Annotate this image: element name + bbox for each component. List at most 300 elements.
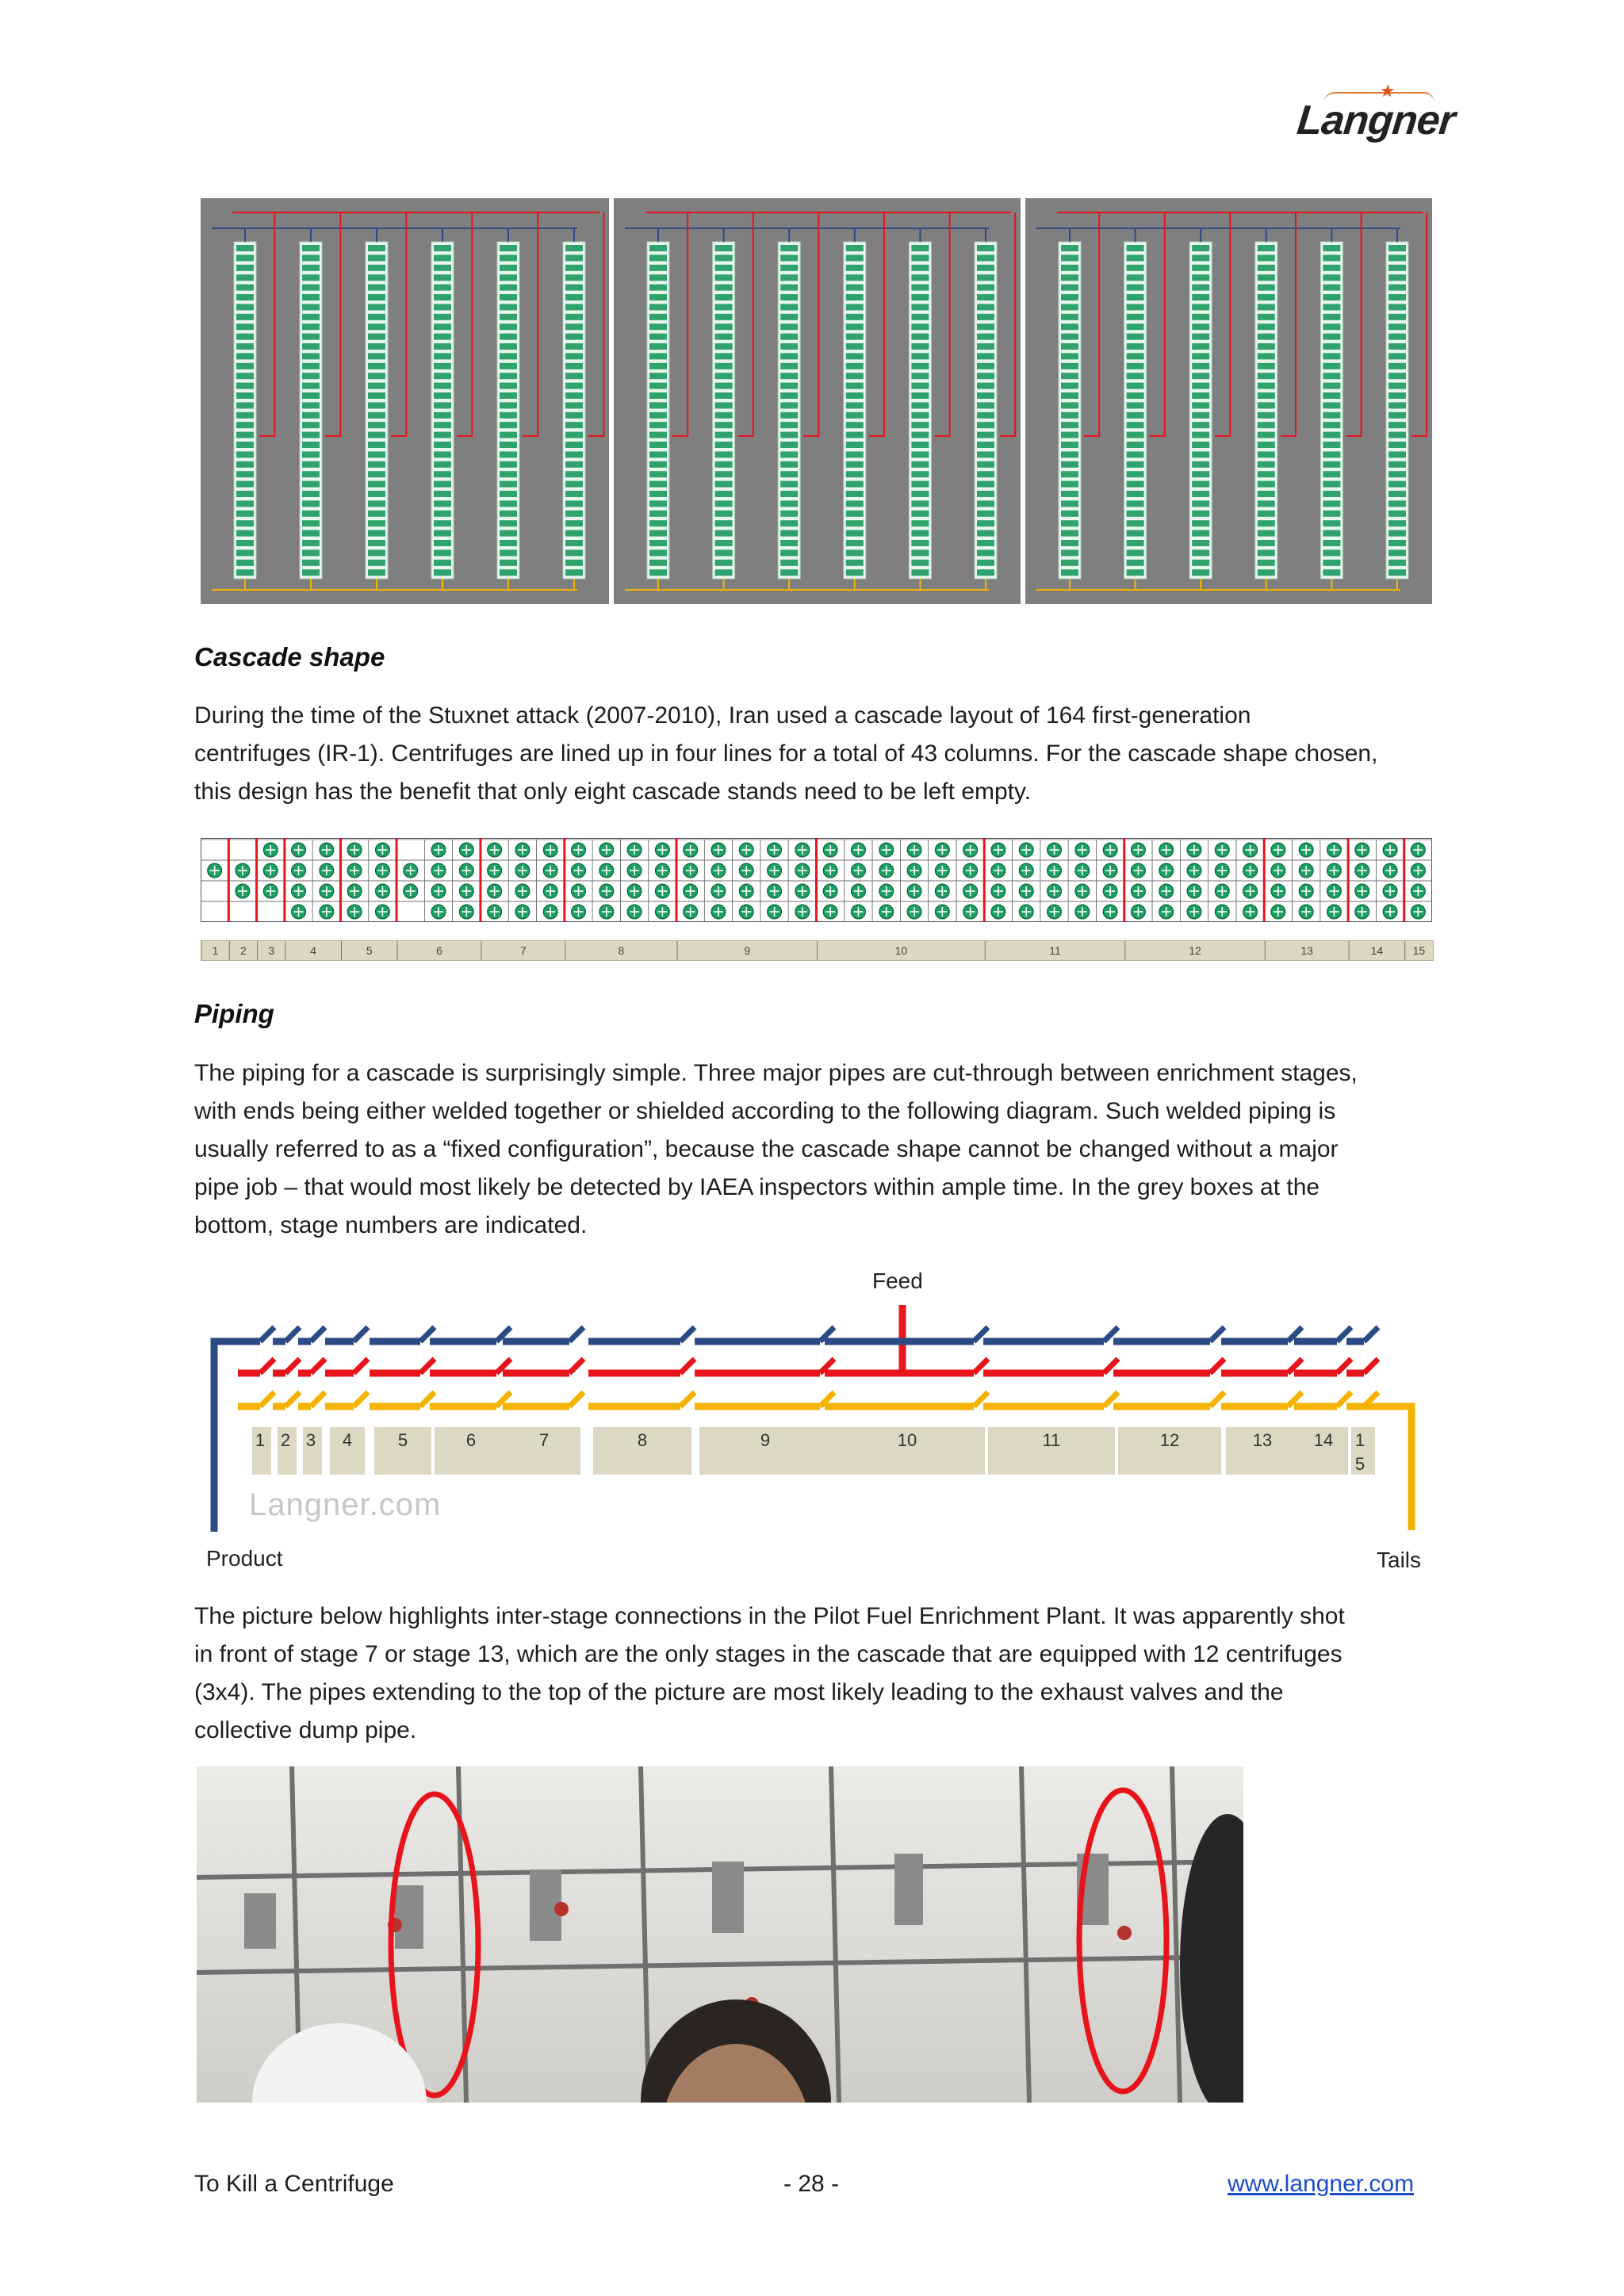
centrifuge-cell <box>1127 560 1144 566</box>
centrifuge-cell <box>1192 412 1209 419</box>
centrifuge-cell <box>846 451 864 457</box>
centrifuge-cell <box>1192 511 1209 517</box>
centrifuge-cell <box>1388 285 1406 291</box>
centrifuge-cell <box>1127 285 1144 291</box>
centrifuge-cell <box>1388 343 1406 350</box>
centrifuge-cell <box>846 392 864 399</box>
centrifuge-cell <box>780 491 798 497</box>
centrifuge-cell <box>500 520 517 526</box>
centrifuge-cell <box>236 373 254 379</box>
centrifuge-cell <box>649 285 667 291</box>
centrifuge-cell <box>302 491 320 497</box>
centrifuge-cell <box>649 422 667 428</box>
centrifuge-cell <box>715 373 733 379</box>
centrifuge-cell <box>977 569 994 576</box>
centrifuge-cell <box>1323 540 1340 546</box>
centrifuge-cell <box>649 363 667 369</box>
centrifuge-cell <box>1323 245 1340 251</box>
centrifuge-cell <box>368 432 385 438</box>
centrifuge-column <box>366 212 406 590</box>
centrifuge-cell <box>1323 363 1340 369</box>
centrifuge-cell <box>565 412 583 419</box>
diagram-stage-label: 10 <box>897 1430 917 1450</box>
red-return-pipe <box>803 212 818 436</box>
paragraph-line: The piping for a cascade is surprisingly simple. Three major pipes are cut-through between enrichment stages, <box>194 1060 1358 1086</box>
centrifuge-cell <box>1388 254 1406 261</box>
centrifuge-cell <box>236 274 254 281</box>
centrifuge-cell <box>977 265 994 271</box>
centrifuge-cell <box>649 245 667 251</box>
centrifuge-cell <box>649 471 667 477</box>
centrifuge-cell <box>977 461 994 468</box>
centrifuge-cell <box>1192 402 1209 408</box>
centrifuge-cell <box>368 442 385 448</box>
centrifuge-cell <box>434 383 451 389</box>
centrifuge-cell <box>434 294 451 300</box>
centrifuge-cell <box>1192 343 1209 350</box>
centrifuge-cell <box>368 412 385 419</box>
centrifuge-cell <box>302 254 320 261</box>
centrifuge-cell <box>434 451 451 457</box>
footer-website-link[interactable]: www.langner.com <box>1228 2171 1415 2197</box>
column-body <box>1255 242 1277 579</box>
centrifuge-cell <box>1258 363 1275 369</box>
centrifuge-cell <box>1258 323 1275 330</box>
centrifuge-cell <box>565 569 583 576</box>
centrifuge-cell <box>434 343 451 350</box>
centrifuge-cell <box>302 274 320 281</box>
yellow-pipe-joint <box>680 1392 695 1406</box>
centrifuge-cell <box>236 254 254 261</box>
centrifuge-cell <box>434 461 451 468</box>
centrifuge-cell <box>565 285 583 291</box>
centrifuge-cell <box>715 254 733 261</box>
centrifuge-cell <box>780 540 798 546</box>
centrifuge-cell <box>500 392 517 399</box>
centrifuge-cell <box>302 461 320 468</box>
product-label: Product <box>206 1546 283 1571</box>
centrifuge-column <box>713 212 753 590</box>
centrifuge-cell <box>302 412 320 419</box>
column-body <box>1124 242 1147 579</box>
centrifuge-cell <box>1388 412 1406 419</box>
red-return-pipe <box>672 212 688 436</box>
diagram-stage-label: 13 <box>1252 1430 1273 1450</box>
centrifuge-cell <box>715 265 733 271</box>
centrifuge-cell <box>1323 383 1340 389</box>
centrifuge-cell <box>780 500 798 507</box>
centrifuge-cell <box>1127 392 1144 399</box>
centrifuge-cell <box>780 560 798 566</box>
centrifuge-cell <box>1388 245 1406 251</box>
centrifuge-cell <box>1127 442 1144 448</box>
centrifuge-cell <box>302 569 320 576</box>
centrifuge-cell <box>1258 560 1275 566</box>
centrifuge-cell <box>1388 442 1406 448</box>
centrifuge-cell <box>1061 432 1078 438</box>
centrifuge-cell <box>500 442 517 448</box>
centrifuge-cell <box>977 500 994 507</box>
centrifuge-cell <box>846 530 864 537</box>
centrifuge-cell <box>715 323 733 330</box>
centrifuge-cell <box>236 383 254 389</box>
centrifuge-cell <box>236 491 254 497</box>
centrifuge-cell <box>565 491 583 497</box>
centrifuge-cell <box>500 560 517 566</box>
column-body <box>713 242 735 579</box>
yellow-pipe-joint <box>569 1392 584 1406</box>
centrifuge-cell <box>846 373 864 379</box>
centrifuge-cell <box>368 511 385 517</box>
centrifuge-cell <box>780 285 798 291</box>
centrifuge-cell <box>500 481 517 488</box>
diagram-stage-label: 4 <box>342 1430 353 1450</box>
footer-page-number: - 28 - <box>783 2171 840 2197</box>
centrifuge-cell <box>780 383 798 389</box>
centrifuge-cell <box>1127 432 1144 438</box>
centrifuge-cell <box>715 560 733 566</box>
centrifuge-cell <box>565 500 583 507</box>
yellow-pipe-joint <box>311 1392 325 1406</box>
centrifuge-cell <box>236 511 254 517</box>
centrifuge-cell <box>1323 511 1340 517</box>
centrifuge-cell <box>715 304 733 310</box>
centrifuge-cell <box>649 323 667 330</box>
column-body <box>1189 242 1212 579</box>
centrifuge-cell <box>977 540 994 546</box>
centrifuge-cell <box>1061 560 1078 566</box>
centrifuge-cell <box>715 294 733 300</box>
diagram-stage-label: 1 <box>255 1430 266 1450</box>
centrifuge-cell <box>1258 314 1275 320</box>
centrifuge-cell <box>715 383 733 389</box>
stage-bar-label: 5 <box>366 944 373 957</box>
centrifuge-cell <box>1258 540 1275 546</box>
centrifuge-cell <box>1258 491 1275 497</box>
centrifuge-cell <box>649 412 667 419</box>
centrifuge-cell <box>434 323 451 330</box>
centrifuge-cell <box>236 569 254 576</box>
red-return-pipe <box>325 212 340 436</box>
centrifuge-cell <box>500 285 517 291</box>
centrifuge-cell <box>1061 392 1078 399</box>
centrifuge-cell <box>368 461 385 468</box>
centrifuge-cell <box>846 245 864 251</box>
centrifuge-cell <box>1061 511 1078 517</box>
centrifuge-cell <box>649 343 667 350</box>
centrifuge-column <box>1386 212 1427 590</box>
centrifuge-cell <box>977 274 994 281</box>
centrifuge-cell <box>715 245 733 251</box>
centrifuge-cell <box>1192 500 1209 507</box>
centrifuge-cell <box>846 491 864 497</box>
centrifuge-cell <box>368 294 385 300</box>
centrifuge-cell <box>977 304 994 310</box>
centrifuge-cell <box>649 530 667 537</box>
centrifuge-cell <box>1258 422 1275 428</box>
centrifuge-cell <box>434 511 451 517</box>
diagram-stage-label: 11 <box>1042 1430 1061 1450</box>
centrifuge-cell <box>715 471 733 477</box>
centrifuge-cell <box>565 481 583 488</box>
centrifuge-column <box>778 212 818 590</box>
column-body <box>300 242 322 579</box>
centrifuge-cell <box>1323 334 1340 340</box>
centrifuge-cell <box>1061 402 1078 408</box>
centrifuge-cell <box>911 383 929 389</box>
centrifuge-cell <box>1127 549 1144 556</box>
centrifuge-cell <box>1192 549 1209 556</box>
centrifuge-cell <box>715 274 733 281</box>
column-body <box>975 242 997 579</box>
centrifuge-cell <box>1323 285 1340 291</box>
centrifuge-cell <box>1061 500 1078 507</box>
centrifuge-cell <box>977 560 994 566</box>
centrifuge-cell <box>565 304 583 310</box>
yellow-pipe-joint <box>354 1392 368 1406</box>
centrifuge-cell <box>1388 314 1406 320</box>
centrifuge-cell <box>236 471 254 477</box>
diagram-stage-label: 9 <box>760 1430 771 1450</box>
centrifuge-cell <box>236 245 254 251</box>
stage-bar-label: 2 <box>240 944 247 957</box>
centrifuge-cell <box>565 383 583 389</box>
centrifuge-cell <box>780 511 798 517</box>
centrifuge-cell <box>715 511 733 517</box>
diagram-stage-label: 14 <box>1313 1430 1334 1450</box>
centrifuge-cell <box>500 461 517 468</box>
centrifuge-cell <box>846 334 864 340</box>
centrifuge-cell <box>911 245 929 251</box>
centrifuge-cell <box>1388 274 1406 281</box>
logo-star-icon: ★ <box>1378 81 1396 101</box>
centrifuge-cell <box>715 422 733 428</box>
centrifuge-cell <box>434 314 451 320</box>
centrifuge-cell <box>1127 402 1144 408</box>
centrifuge-cell <box>1127 569 1144 576</box>
centrifuge-cell <box>1388 520 1406 526</box>
cascade-panel-3 <box>1025 198 1432 604</box>
diagram-stage-label: 7 <box>538 1430 550 1450</box>
centrifuge-cell <box>1061 314 1078 320</box>
paragraph-line: During the time of the Stuxnet attack (2007-2010), Iran used a cascade layout of 164 first-generation <box>194 702 1251 729</box>
centrifuge-cell <box>1323 569 1340 576</box>
centrifuge-cell <box>565 254 583 261</box>
centrifuge-cell <box>846 265 864 271</box>
centrifuge-cell <box>977 422 994 428</box>
centrifuge-cell <box>368 285 385 291</box>
centrifuge-cell <box>236 442 254 448</box>
centrifuge-cell <box>302 549 320 556</box>
centrifuge-cell <box>368 265 385 271</box>
centrifuge-cell <box>1061 373 1078 379</box>
centrifuge-cell <box>649 383 667 389</box>
centrifuge-cell <box>1127 511 1144 517</box>
centrifuge-cell <box>236 481 254 488</box>
centrifuge-cell <box>1323 392 1340 399</box>
centrifuge-cell <box>434 334 451 340</box>
centrifuge-grid <box>201 838 1432 922</box>
stage-bar-label: 3 <box>268 944 275 957</box>
centrifuge-cell <box>236 412 254 419</box>
centrifuge-cell <box>911 530 929 537</box>
centrifuge-cell <box>1192 422 1209 428</box>
centrifuge-cell <box>236 432 254 438</box>
column-body <box>647 242 669 579</box>
centrifuge-cell <box>715 334 733 340</box>
centrifuge-cell <box>434 540 451 546</box>
centrifuge-cell <box>1192 323 1209 330</box>
centrifuge-cell <box>1192 294 1209 300</box>
centrifuge-cell <box>715 520 733 526</box>
centrifuge-cell <box>565 265 583 271</box>
centrifuge-cell <box>434 432 451 438</box>
centrifuge-cell <box>780 274 798 281</box>
centrifuge-cell <box>1388 511 1406 517</box>
centrifuge-cell <box>434 254 451 261</box>
centrifuge-cell <box>236 353 254 359</box>
centrifuge-cell <box>302 304 320 310</box>
centrifuge-cell <box>1192 383 1209 389</box>
centrifuge-cell <box>368 481 385 488</box>
centrifuge-cell <box>302 520 320 526</box>
centrifuge-cell <box>911 461 929 468</box>
centrifuge-cell <box>565 323 583 330</box>
centrifuge-cell <box>1323 491 1340 497</box>
centrifuge-cell <box>1127 363 1144 369</box>
centrifuge-cell <box>302 285 320 291</box>
centrifuge-cell <box>500 432 517 438</box>
centrifuge-cell <box>368 314 385 320</box>
cascade-panel-svg <box>201 198 609 604</box>
grid-stage-bar-svg <box>201 941 1433 960</box>
centrifuge-cell <box>846 314 864 320</box>
centrifuge-cell <box>1388 481 1406 488</box>
centrifuge-cell <box>911 353 929 359</box>
centrifuge-cell <box>846 353 864 359</box>
centrifuge-cell <box>911 402 929 408</box>
centrifuge-cell <box>1192 540 1209 546</box>
centrifuge-cell <box>1192 491 1209 497</box>
centrifuge-cell <box>565 442 583 448</box>
centrifuge-cell <box>1388 491 1406 497</box>
centrifuge-cell <box>715 451 733 457</box>
centrifuge-cell <box>977 343 994 350</box>
centrifuge-cell <box>434 471 451 477</box>
centrifuge-cell <box>500 471 517 477</box>
paragraph-line: with ends being either welded together or shielded according to the following diagram. Such welded piping is <box>194 1098 1336 1124</box>
centrifuge-cell <box>236 363 254 369</box>
centrifuge-cell <box>500 353 517 359</box>
centrifuge-column <box>647 212 688 590</box>
red-return-pipe <box>738 212 753 436</box>
centrifuge-cell <box>302 353 320 359</box>
centrifuge-cell <box>565 461 583 468</box>
centrifuge-cell <box>1192 254 1209 261</box>
paragraph-line: this design has the benefit that only eight cascade stands need to be left empty. <box>194 779 1032 805</box>
centrifuge-cell <box>434 560 451 566</box>
centrifuge-cell <box>1061 363 1078 369</box>
centrifuge-cell <box>1127 373 1144 379</box>
centrifuge-cell <box>565 363 583 369</box>
langner-logo: ★ Langner <box>1294 81 1457 144</box>
centrifuge-cell <box>1323 451 1340 457</box>
centrifuge-cell <box>1127 540 1144 546</box>
centrifuge-cell <box>846 343 864 350</box>
centrifuge-cell <box>1388 402 1406 408</box>
centrifuge-cell <box>500 549 517 556</box>
centrifuge-cell <box>715 363 733 369</box>
centrifuge-cell <box>368 422 385 428</box>
centrifuge-cell <box>500 540 517 546</box>
red-return-pipe <box>391 212 406 436</box>
red-pipe-joint <box>680 1359 695 1373</box>
centrifuge-cell <box>846 432 864 438</box>
paragraph-line: bottom, stage numbers are indicated. <box>194 1212 588 1238</box>
centrifuge-cell <box>715 402 733 408</box>
centrifuge-cell <box>1192 451 1209 457</box>
centrifuge-cell <box>780 481 798 488</box>
centrifuge-cell <box>302 530 320 537</box>
centrifuge-cell <box>1323 461 1340 468</box>
centrifuge-cell <box>434 569 451 576</box>
centrifuge-cell <box>911 422 929 428</box>
cascade-shape-heading: Cascade shape <box>194 642 385 672</box>
centrifuge-cell <box>1323 422 1340 428</box>
centrifuge-cell <box>1192 274 1209 281</box>
centrifuge-cell <box>649 520 667 526</box>
centrifuge-cell <box>368 274 385 281</box>
centrifuge-cell <box>911 442 929 448</box>
centrifuge-cell <box>977 373 994 379</box>
centrifuge-cell <box>846 363 864 369</box>
centrifuge-cell <box>1127 530 1144 537</box>
centrifuge-cell <box>977 451 994 457</box>
centrifuge-cell <box>977 491 994 497</box>
centrifuge-cell <box>1127 412 1144 419</box>
centrifuge-cell <box>1127 274 1144 281</box>
centrifuge-cell <box>236 392 254 399</box>
centrifuge-cell <box>715 569 733 576</box>
centrifuge-cell <box>565 373 583 379</box>
centrifuge-cell <box>911 500 929 507</box>
centrifuge-cell <box>368 245 385 251</box>
centrifuge-cell <box>1323 402 1340 408</box>
centrifuge-cell <box>236 500 254 507</box>
centrifuge-cell <box>1127 500 1144 507</box>
centrifuge-cell <box>1388 422 1406 428</box>
centrifuge-cell <box>911 323 929 330</box>
centrifuge-cell <box>1061 343 1078 350</box>
centrifuge-cell <box>1192 530 1209 537</box>
cascade-shape-paragraph <box>194 697 1439 811</box>
column-body <box>431 242 454 579</box>
centrifuge-cell <box>977 363 994 369</box>
centrifuge-cell <box>368 530 385 537</box>
centrifuge-cell <box>1323 560 1340 566</box>
centrifuge-cell <box>1192 461 1209 468</box>
centrifuge-grid-svg <box>201 838 1432 922</box>
yellow-pipe-joint <box>285 1392 300 1406</box>
centrifuge-cell <box>1388 461 1406 468</box>
centrifuge-cell <box>1192 363 1209 369</box>
centrifuge-cell <box>911 560 929 566</box>
column-body <box>844 242 866 579</box>
centrifuge-cell <box>1258 520 1275 526</box>
blue-pipe-joint <box>680 1327 695 1341</box>
centrifuge-cell <box>715 530 733 537</box>
centrifuge-column <box>234 212 274 590</box>
